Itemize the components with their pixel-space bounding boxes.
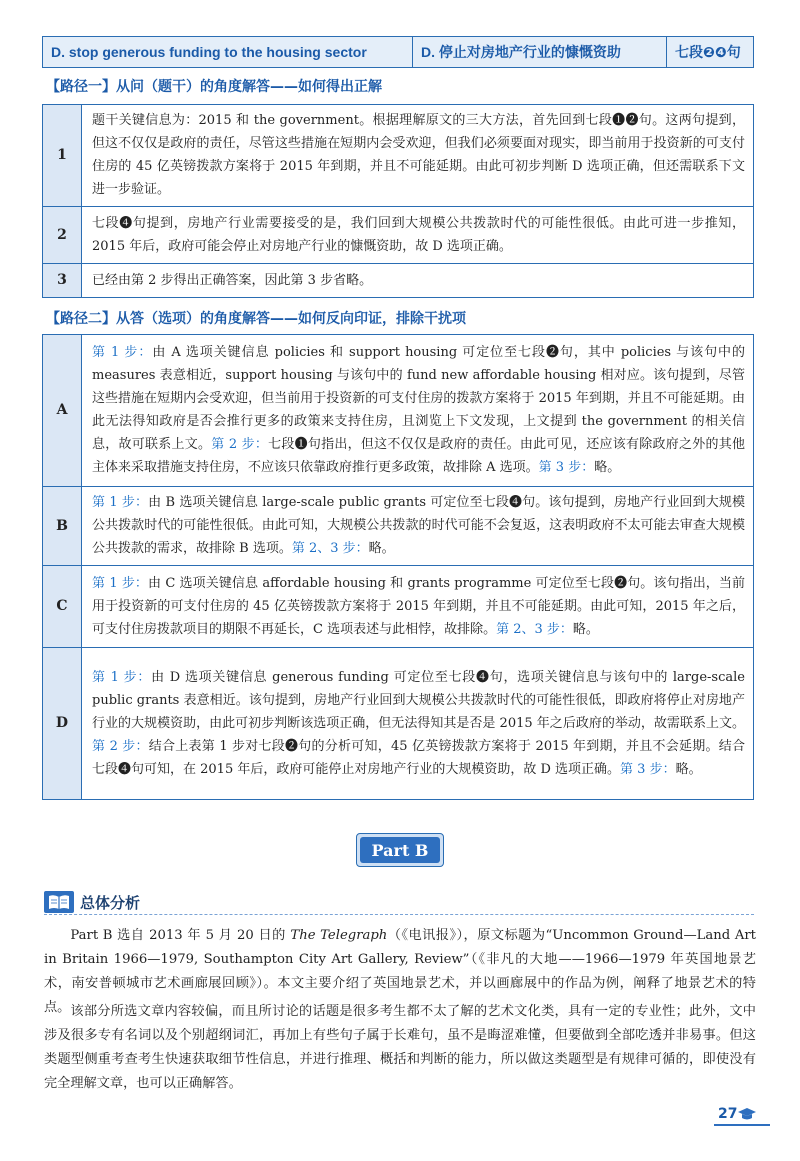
step-label: 第 1 步： — [92, 345, 153, 360]
table-row — [43, 207, 754, 264]
section-divider — [44, 914, 754, 916]
path1-title: 【路径一】从问（题干）的角度解答——如何得出正解 — [46, 79, 382, 95]
step-label: 第 1 步： — [92, 669, 152, 685]
step-text: 略。 — [572, 621, 599, 637]
paragraph-text: （《电讯报》），原文标题为“Uncommon Ground—Land Art in Britain 1966—1979, Southampton City Art Gallery, Review”（《非凡的大地——1966—1979 年英国地景艺术，南安普顿城市艺术画廊展回顾》）。本文主要介绍了英国地景艺术，并以画廊展中的作品为例，阐释了地景艺术的特点。 — [44, 928, 756, 1015]
path1-table — [42, 104, 754, 298]
row-label: B — [43, 487, 82, 566]
row-label: 2 — [43, 207, 82, 264]
step-label: 第 1 步： — [92, 575, 149, 591]
table-row — [43, 487, 754, 566]
row-text: 七段❹句提到，房地产行业需要接受的是，我们回到大规模公共拨款时代的可能性很低。由此可进一步推知，2015 年后，政府可能会停止对房地产行业的慷慨资助，故 D 选项正确。 — [82, 207, 754, 264]
row-label: 3 — [43, 264, 82, 298]
option-d-text: D. stop generous funding to the housing sector — [43, 37, 413, 67]
row-label: A — [43, 335, 82, 487]
table-row — [43, 648, 754, 800]
option-d-location: 七段❷❹句 — [675, 44, 741, 60]
graduation-cap-icon — [737, 1107, 757, 1121]
step-label: 第 2 步： — [92, 738, 149, 754]
step-text: 七段❶句指出，但这不仅仅是政府的责任。由此可见，还应该有除政府之外的其他主体来采取措施支持住房，不应该只依靠政府推行更多政策，故排除 A 选项。 — [92, 437, 745, 475]
part-b-title: Part B — [360, 837, 440, 863]
step-label: 第 3 步： — [620, 761, 676, 777]
step-label: 第 3 步： — [538, 460, 595, 475]
option-d-row — [42, 36, 754, 68]
row-text — [82, 648, 754, 800]
table-row — [43, 566, 754, 648]
row-text — [82, 566, 754, 648]
page-number — [718, 1106, 757, 1122]
section-header — [44, 890, 140, 914]
step-text: 略。 — [594, 460, 621, 475]
row-text — [82, 335, 754, 487]
book-icon — [44, 891, 74, 913]
page-number-underline — [714, 1124, 770, 1126]
option-d-translation: D. 停止对房地产行业的慷慨资助 — [413, 37, 667, 67]
step-label: 第 1 步： — [92, 495, 149, 510]
source-title: The Telegraph — [290, 928, 388, 943]
table-row — [43, 264, 754, 298]
page-number-text: 27 — [718, 1106, 738, 1122]
table-row — [43, 105, 754, 207]
analysis-paragraph-2: 该部分所选文章内容较偏，而且所讨论的话题是很多考生都不太了解的艺术文化类，具有一定的专业性；此外，文中涉及很多专有名词以及个别超纲词汇，再加上有些句子属于长难句，虽不是晦涩难懂，但要做到全部吃透并非易事。但这类题型侧重考查考生快速获取细节性信息，并进行推理、概括和判断的能力，所以做这类题型是有规律可循的，即使没有完全理解文章，也可以正确解答。 — [44, 1004, 756, 1091]
step-label: 第 2、3 步： — [291, 541, 369, 556]
row-text: 已经由第 2 步得出正确答案，因此第 3 步省略。 — [82, 264, 754, 298]
step-text: 略。 — [368, 541, 395, 556]
step-text: 由 B 选项关键信息 large-scale public grants 可定位至七段❹句。该句提到，房地产行业回到大规模公共拨款时代的可能性很低。由此可知，大规模公共拨款的时代可能不会复返，这表明政府不太可能去审查大规模公共拨款的需求，故排除 B 选项。 — [92, 495, 745, 556]
step-text: 结合上表第 1 步对七段❷句的分析可知，45 亿英镑拨款方案将于 2015 年到期，并且不会延期。结合七段❹句可知，在 2015 年后，政府可能停止对房地产行业的大规模资助，故 D 选项正确。 — [92, 738, 745, 777]
step-text: 由 A 选项关键信息 policies 和 support housing 可定位至七段❷句，其中 policies 与该句中的 measures 表意相近，support housing 与该句中的 fund new affordable housing 相对应。该句提到，尽管这些措施在短期内会受欢迎，但当前用于投资新的可支付住房的拨款方案将于 2015 年到期，并且不可能延期。由此无法得知政府是否会推行更多的政策来支持住房，且浏览上下文发现，上文提到 the government 的相关信息，故可联系上文。 — [92, 345, 745, 452]
path2-table — [42, 334, 754, 800]
row-text — [82, 487, 754, 566]
path2-title: 【路径二】从答（选项）的角度解答——如何反向印证，排除干扰项 — [46, 311, 466, 327]
section-title: 总体分析 — [80, 893, 141, 912]
row-text: 题干关键信息为：2015 和 the government。根据理解原文的三大方法，首先回到七段❶❷句。这两句提到，但这不仅仅是政府的责任，尽管这些措施在短期内会受欢迎，但我们必须要面对现实，即当前用于投资新的可支付住房的 45 亿英镑拨款方案将于 2015 年到期，并且不可能延期。由此可初步判断 D 选项正确，但还需联系下文进一步验证。 — [82, 105, 754, 207]
part-b-badge — [356, 833, 444, 867]
row-label: 1 — [43, 105, 82, 207]
step-text: 略。 — [675, 761, 702, 777]
row-label: D — [43, 648, 82, 800]
step-text: 由 D 选项关键信息 generous funding 可定位至七段❹句，选项关键信息与该句中的 large-scale public grants 表意相近。该句提到，房地产行业回到大规模公共拨款时代的可能性很低，即政府将停止对房地产行业的大规模资助，由此可初步判断该选项正确，但无法得知其是否是 2015 年之后政府的举动，故需联系上文。 — [92, 669, 745, 731]
table-row — [43, 335, 754, 487]
step-label: 第 2、3 步： — [496, 621, 573, 637]
row-label: C — [43, 566, 82, 648]
step-text: 由 C 选项关键信息 affordable housing 和 grants programme 可定位至七段❷句。该句指出，当前用于投资新的可支付住房的 45 亿英镑拨款方案将于 2015 年到期，并且不可能延期。由此可知，2015 年之后，可支付住房拨款项目的期限不再延长，C 选项表述与此相悖，故排除。 — [92, 575, 745, 637]
step-label: 第 2 步： — [211, 437, 269, 452]
paragraph-text: Part B 选自 2013 年 5 月 20 日的 — [70, 928, 291, 943]
